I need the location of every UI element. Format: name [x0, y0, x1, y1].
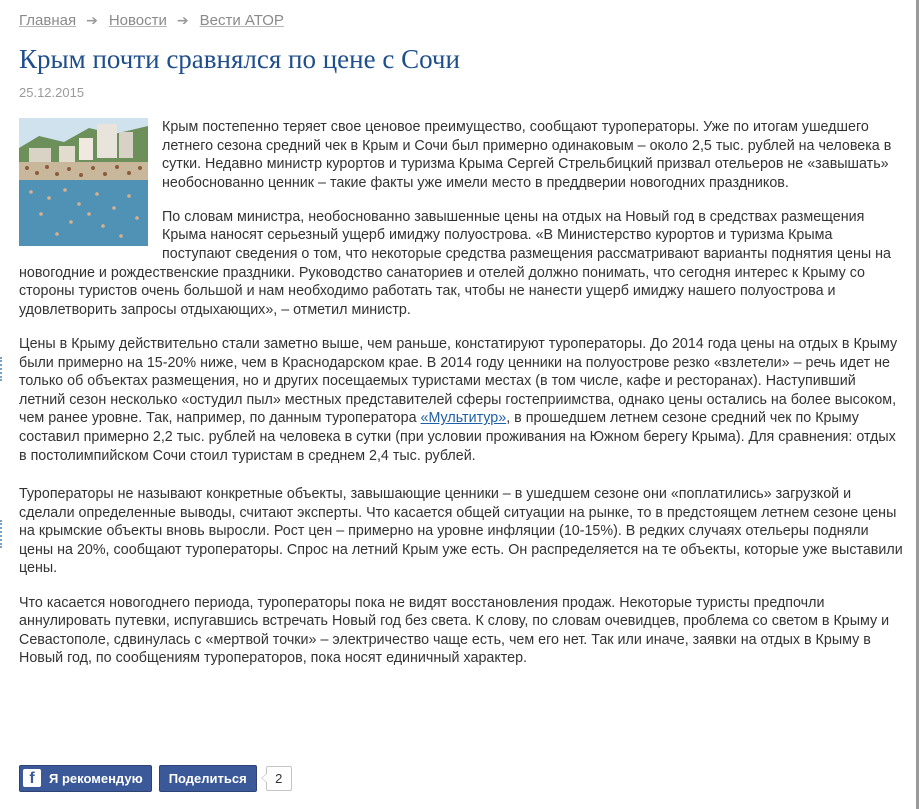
share-bar — [19, 765, 292, 791]
article-paragraph — [19, 335, 904, 465]
share-count: 2 — [266, 766, 292, 791]
breadcrumb-home-link[interactable]: Главная — [19, 12, 77, 29]
multitour-link[interactable]: «Мультитур» — [420, 410, 507, 427]
article-body — [19, 118, 904, 683]
breadcrumb-news-link[interactable]: Новости — [108, 12, 167, 29]
breadcrumb-arrow-icon: ➔ — [86, 12, 98, 28]
share-button-label: Поделиться — [168, 770, 247, 786]
article-paragraph: Крым постепенно теряет свое ценовое преимущество, сообщают туроператоры. Уже по итогам ушедшего летнего сезона средний чек в Крым и Сочи был примерно одинаковым – около 2,5 тыс. рублей на человека в сутки. Недавно министр курортов и туризма Крыма Сергей Стрельбицкий призвал отельеров не «завышать» необоснованно ценник – такие факты уже имели место в преддверии новогодних праздников. — [162, 119, 892, 191]
left-dotted-marker — [0, 357, 5, 381]
article-paragraph: Туроператоры не называют конкретные объекты, завышающие ценники – в ушедшем сезоне они «поплатились» загрузкой и сделали определенные выводы, считают эксперты. Что касается общей ситуации на рынке, то в предстоящем летнем сезоне цены на крымские объекты вновь выросли. Рост цен – примерно на уровне инфляции (10-15%). В редких случаях отельеры подняли цены на 20%, сообщают туроператоры. Спрос на летний Крым уже есть. Он распределяется на те объекты, которые уже выставили цены. — [19, 486, 903, 577]
facebook-f-icon: f — [23, 769, 41, 787]
article-paragraph: По словам министра, необоснованно завышенные цены на отдых на Новый год в средствах размещения Крыма наносят серьезный ущерб имиджу полуострова. «В Министерство курортов и туризма Крыма поступают сведения о том, что некоторые средства размещения рассматривают варианты поднятия цены на новогодние и рождественские праздники. Руководство санаториев и отелей должно понимать, что сегодня интерес к Крыму со стороны туристов очень большой и нам необходимо работать так, чтобы не нанести ущерб имиджу нашего полуострова и удовлетворить запросы отдыхающих», – отметил министр. — [19, 208, 891, 318]
breadcrumb-ator-news-link[interactable]: Вести АТОР — [199, 12, 284, 29]
share-button[interactable] — [159, 765, 257, 792]
paragraph-text: Цены в Крыму действительно стали заметно выше, чем раньше, констатируют туроператоры. До 2014 года цены на отдых в Крыму были примерно на 15-20% ниже, чем в Краснодарском крае. В 2014 году ценники на полуострове резко «взлетели» – речь идет не только об объектах размещения, но и других посещаемых туристами местах (в том числе, кафе и ресторанах). Наступивший летний сезон несколько «остудил пыл» местных представителей сферы гостеприимства, однако цены остались на более высоком, чем ранее уровне. Так, например, по данным туроператора — [19, 335, 898, 427]
breadcrumb-arrow-icon: ➔ — [176, 12, 189, 28]
paragraph-text: , в прошедшем летнем сезоне средний чек по Крыму составил примерно 2,2 тыс. рублей на человека в сутки (при условии проживания на Южном берегу Крыма). Для сравнения: отдых в постолимпийском Сочи стоил туристам в среднем 2,4 тыс. рублей. — [19, 410, 896, 464]
article-paragraph: Что касается новогоднего периода, туроператоры пока не видят восстановления продаж. Некоторые туристы предпочли аннулировать путевки, испугавшись встречать Новый год без света. К слову, по словам очевидцев, проблема со светом в Крыму и Севастополе, сдвинулась с «мертвой точки» – электричество чаще есть, чем его нет. Так или иначе, заявки на отдых в Крыму в Новый год, по сообщениям туроператоров, пока носят единичный характер. — [19, 594, 890, 667]
publication-date: 25.12.2015 — [19, 85, 85, 100]
left-dotted-marker — [0, 520, 5, 548]
facebook-recommend-label: Я рекомендую — [49, 770, 143, 786]
facebook-recommend-button[interactable] — [19, 765, 152, 792]
breadcrumb — [19, 12, 284, 29]
page-title: Крым почти сравнялся по цене с Сочи — [19, 44, 460, 74]
article-photo — [19, 118, 148, 246]
